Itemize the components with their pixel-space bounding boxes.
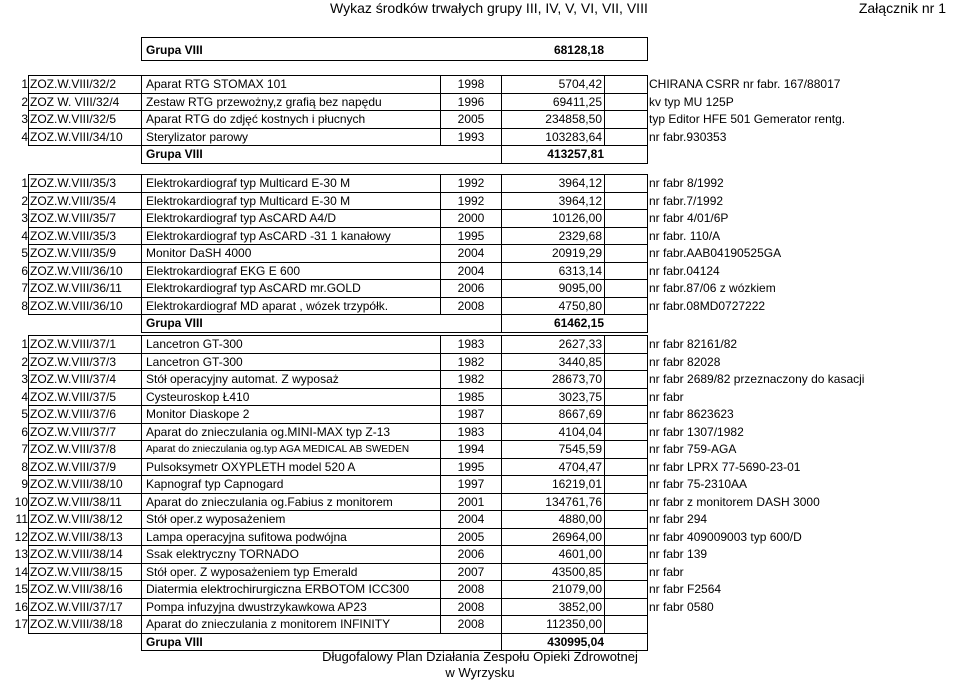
row-number: 11 xyxy=(15,512,28,526)
inventory-number: ZOZ.W.VIII/38/15 xyxy=(30,564,123,579)
row-number: 2 xyxy=(21,193,28,208)
inventory-number: ZOZ.W.VIII/37/8 xyxy=(30,442,117,456)
row-number: 1 xyxy=(21,337,28,351)
value: 43500,85 xyxy=(551,564,602,579)
table-row xyxy=(0,354,960,372)
year: 1987 xyxy=(457,407,485,421)
year: 2007 xyxy=(457,564,485,579)
asset-name: Aparat do znieczulania og.MINI-MAX typ Z-13 xyxy=(146,424,391,439)
table-row xyxy=(0,459,960,477)
year: 1982 xyxy=(457,354,485,369)
row-number: 4 xyxy=(21,389,28,404)
note: nr fabr xyxy=(649,389,684,404)
asset-name: Elektrokardiograf MD aparat , wózek trzypółk. xyxy=(146,298,389,313)
asset-name: Kapnograf typ Capnogard xyxy=(146,477,284,491)
row-number: 7 xyxy=(21,442,28,456)
note: nr fabr.04124 xyxy=(649,263,720,278)
grid-line xyxy=(28,75,648,76)
value: 8667,69 xyxy=(558,407,602,421)
asset-name: Lampa operacyjna sufitowa podwójna xyxy=(146,529,347,544)
note: kv typ MU 125P xyxy=(649,94,734,109)
table-row xyxy=(0,564,960,582)
year: 1982 xyxy=(457,372,485,386)
row-number: 4 xyxy=(21,228,28,243)
row-number: 6 xyxy=(21,424,28,439)
table-row xyxy=(0,263,960,281)
inventory-number: ZOZ.W.VIII/38/12 xyxy=(30,512,123,526)
year: 1992 xyxy=(457,176,485,190)
grid-line xyxy=(501,75,502,145)
inventory-number: ZOZ.W.VIII/37/5 xyxy=(30,389,117,404)
asset-name: Elektrokardiograf typ Multicard E-30 M xyxy=(146,176,351,190)
value: 4750,80 xyxy=(558,298,602,313)
inventory-number: ZOZ.W.VIII/36/11 xyxy=(30,281,122,295)
table-row xyxy=(0,406,960,424)
year: 1996 xyxy=(457,94,485,109)
table-row xyxy=(0,76,960,94)
value: 3023,75 xyxy=(558,389,602,404)
asset-name: Stół oper. Z wyposażeniem typ Emerald xyxy=(146,564,358,579)
table-row xyxy=(0,529,960,547)
value: 103283,64 xyxy=(545,129,602,144)
grid-line xyxy=(647,75,648,145)
document-title: Wykaz środków trwałych grupy III, IV, V, VI, VII, VIII xyxy=(330,0,648,16)
grid-line xyxy=(28,174,29,314)
inventory-number: ZOZ.W.VIII/36/10 xyxy=(30,263,123,278)
table-row xyxy=(0,476,960,494)
value: 4880,00 xyxy=(558,512,602,526)
inventory-number: ZOZ.W.VIII/35/3 xyxy=(30,228,117,243)
year: 1993 xyxy=(457,129,485,144)
year: 2004 xyxy=(457,246,485,260)
inventory-number: ZOZ.W.VIII/37/6 xyxy=(30,407,117,421)
row-number: 2 xyxy=(21,94,28,109)
group-total-row xyxy=(0,146,960,164)
value: 5704,42 xyxy=(558,77,602,91)
table-row xyxy=(0,336,960,354)
grid-line xyxy=(141,75,142,145)
grid-line xyxy=(141,163,648,164)
group-total-label: Grupa VIII xyxy=(146,147,203,161)
inventory-number: ZOZ.W.VIII/34/10 xyxy=(30,129,123,144)
inventory-number: ZOZ.W.VIII/38/11 xyxy=(30,494,122,509)
grid-line xyxy=(440,75,441,145)
asset-name: Cysteuroskop Ł410 xyxy=(146,389,250,404)
note: nr fabr 1307/1982 xyxy=(649,424,744,439)
asset-name: Aparat RTG do zdjęć kostnych i płucnych xyxy=(146,112,366,126)
value: 20919,29 xyxy=(551,246,602,260)
row-number: 15 xyxy=(14,582,28,596)
grid-line xyxy=(141,335,142,633)
year: 2005 xyxy=(457,112,485,126)
year: 1997 xyxy=(457,477,485,491)
group-total-value: 430995,04 xyxy=(547,634,604,649)
value: 10126,00 xyxy=(551,211,602,225)
row-number: 17 xyxy=(14,617,28,631)
group-total-label: Grupa VIII xyxy=(146,634,203,649)
asset-name: Aparat RTG STOMAX 101 xyxy=(146,77,287,91)
footer-line1: Długofalowy Plan Działania Zespołu Opieki Zdrowotnej xyxy=(322,649,638,664)
year: 2005 xyxy=(457,529,485,544)
note: nr fabr 294 xyxy=(649,512,708,526)
inventory-number: ZOZ W. VIII/32/4 xyxy=(30,94,120,109)
grid-line xyxy=(28,75,29,145)
inventory-number: ZOZ.W.VIII/38/13 xyxy=(30,529,123,544)
value: 3440,85 xyxy=(558,354,602,369)
row-number: 7 xyxy=(21,281,28,295)
table-row xyxy=(0,511,960,529)
grid-line xyxy=(501,335,502,633)
grid-line xyxy=(604,174,605,314)
row-number: 10 xyxy=(14,494,28,509)
asset-name: Aparat do znieczulania og.Fabius z monitorem xyxy=(146,494,393,509)
row-number: 12 xyxy=(14,529,28,544)
note: nr fabr 2689/82 przeznaczony do kasacji xyxy=(649,372,865,386)
inventory-number: ZOZ.W.VIII/38/10 xyxy=(30,477,123,491)
grid-line xyxy=(647,174,648,314)
inventory-number: ZOZ.W.VIII/36/10 xyxy=(30,298,123,313)
value: 9095,00 xyxy=(558,281,602,295)
value: 26964,00 xyxy=(551,529,602,544)
grid-line xyxy=(141,332,648,333)
asset-name: Pulsoksymetr OXYPLETH model 520 A xyxy=(146,459,356,474)
row-number: 1 xyxy=(21,176,28,190)
grid-line xyxy=(141,174,142,314)
value: 6313,14 xyxy=(558,263,602,278)
year: 2006 xyxy=(457,281,485,295)
table-row xyxy=(0,441,960,459)
asset-name: Elektrokardiograf EKG E 600 xyxy=(146,263,301,278)
year: 2000 xyxy=(457,211,485,225)
year: 2008 xyxy=(457,617,485,631)
asset-name: Elektrokardiograf typ AsCARD mr.GOLD xyxy=(146,281,361,295)
row-number: 4 xyxy=(21,129,28,144)
asset-name: Stół operacyjny automat. Z wyposaż xyxy=(146,372,339,386)
note: nr fabr 0580 xyxy=(649,599,714,614)
table-row xyxy=(0,424,960,442)
value: 4601,00 xyxy=(558,547,602,561)
footer-line2: w Wyrzysku xyxy=(445,665,515,680)
group-header-row xyxy=(0,42,960,60)
asset-name: Ssak elektryczny TORNADO xyxy=(146,547,299,561)
asset-name: Aparat do znieczulania og.typ AGA MEDICAL AB SWEDEN xyxy=(146,444,410,455)
note: nr fabr 75-2310AA xyxy=(649,477,748,491)
group-total-value: 413257,81 xyxy=(547,147,604,161)
row-number: 14 xyxy=(14,564,28,579)
asset-name: Lancetron GT-300 xyxy=(146,354,243,369)
inventory-number: ZOZ.W.VIII/37/9 xyxy=(30,459,117,474)
asset-name: Zestaw RTG przewożny,z grafią bez napędu xyxy=(146,94,382,109)
inventory-number: ZOZ.W.VIII/35/3 xyxy=(30,176,117,190)
value: 4104,04 xyxy=(558,424,602,439)
value: 3964,12 xyxy=(558,176,602,190)
asset-name: Monitor DaSH 4000 xyxy=(146,246,252,260)
note: nr fabr F2564 xyxy=(649,582,722,596)
inventory-number: ZOZ.W.VIII/37/17 xyxy=(30,599,123,614)
asset-name: Monitor Diaskope 2 xyxy=(146,407,250,421)
grid-line xyxy=(28,335,29,633)
grid-line xyxy=(440,335,441,633)
value: 134761,76 xyxy=(545,494,602,509)
row-number: 5 xyxy=(21,246,28,260)
value: 69411,25 xyxy=(552,94,602,109)
inventory-number: ZOZ.W.VIII/35/9 xyxy=(30,246,117,260)
value: 28673,70 xyxy=(551,372,602,386)
table-row xyxy=(0,280,960,298)
note: nr fabr 139 xyxy=(649,547,708,561)
note: typ Editor HFE 501 Gemerator rentg. xyxy=(649,112,846,126)
year: 2004 xyxy=(457,512,485,526)
inventory-number: ZOZ.W.VIII/38/14 xyxy=(30,547,123,561)
row-number: 3 xyxy=(21,112,28,126)
asset-name: Diatermia elektrochirurgiczna ERBOTOM ICC300 xyxy=(146,582,410,596)
note: CHIRANA CSRR nr fabr. 167/88017 xyxy=(649,77,841,91)
note: nr fabr 409009003 typ 600/D xyxy=(649,529,802,544)
row-number: 2 xyxy=(21,354,28,369)
row-number: 3 xyxy=(21,211,28,225)
year: 1992 xyxy=(457,193,485,208)
row-number: 6 xyxy=(21,263,28,278)
note: nr fabr.08MD0727222 xyxy=(649,298,766,313)
inventory-number: ZOZ.W.VIII/32/2 xyxy=(30,77,117,91)
note: nr fabr z monitorem DASH 3000 xyxy=(649,494,820,509)
table-row xyxy=(0,245,960,263)
table-row xyxy=(0,193,960,211)
row-number: 16 xyxy=(14,599,28,614)
note: nr fabr 82028 xyxy=(649,354,721,369)
grid-line xyxy=(647,146,648,164)
table-row xyxy=(0,546,960,564)
table-row xyxy=(0,228,960,246)
note: nr fabr 8/1992 xyxy=(649,176,724,190)
year: 1998 xyxy=(457,77,485,91)
year: 1994 xyxy=(457,442,485,456)
table-row xyxy=(0,175,960,193)
note: nr fabr 82161/82 xyxy=(649,337,738,351)
grid-line xyxy=(28,335,648,336)
inventory-number: ZOZ.W.VIII/37/7 xyxy=(30,424,117,439)
year: 2008 xyxy=(457,599,485,614)
row-number: 8 xyxy=(21,459,28,474)
value: 2627,33 xyxy=(558,337,602,351)
grid-line xyxy=(501,174,502,314)
table-row xyxy=(0,94,960,112)
row-number: 3 xyxy=(21,372,28,386)
grid-line xyxy=(28,174,648,175)
table-row xyxy=(0,298,960,316)
grid-line xyxy=(141,146,142,164)
note: nr fabr. 110/A xyxy=(649,228,721,243)
year: 1983 xyxy=(457,337,485,351)
group-total-label: Grupa VIII xyxy=(146,316,203,330)
asset-name: Pompa infuzyjna dwustrzykawkowa AP23 xyxy=(146,599,367,614)
note: nr fabr.87/06 z wózkiem xyxy=(649,281,776,295)
grid-line xyxy=(647,335,648,633)
year: 1985 xyxy=(457,389,485,404)
year: 2008 xyxy=(457,298,485,313)
table-row xyxy=(0,210,960,228)
annex-label: Załącznik nr 1 xyxy=(858,0,946,16)
inventory-number: ZOZ.W.VIII/37/4 xyxy=(30,372,117,386)
asset-name: Elektrokardiograf typ AsCARD A4/D xyxy=(146,211,337,225)
note: nr fabr 759-AGA xyxy=(649,442,737,456)
asset-name: Sterylizator parowy xyxy=(146,129,249,144)
inventory-number: ZOZ.W.VIII/35/7 xyxy=(30,211,117,225)
year: 2004 xyxy=(457,263,485,278)
asset-name: Elektrokardiograf typ AsCARD -31 1 kanałowy xyxy=(146,228,391,243)
year: 1983 xyxy=(457,424,485,439)
value: 16219,01 xyxy=(551,477,602,491)
note: nr fabr.AAB04190525GA xyxy=(649,246,782,260)
note: nr fabr 8623623 xyxy=(649,407,734,421)
row-number: 1 xyxy=(21,77,28,91)
asset-name: Aparat do znieczulania z monitorem INFINITY xyxy=(146,617,391,631)
year: 2001 xyxy=(457,494,485,509)
year: 2008 xyxy=(457,582,485,596)
table-row xyxy=(0,371,960,389)
inventory-number: ZOZ.W.VIII/38/16 xyxy=(30,582,123,596)
note: nr fabr LPRX 77-5690-23-01 xyxy=(649,459,801,474)
year: 1995 xyxy=(457,459,485,474)
asset-name: Stół oper.z wyposażeniem xyxy=(146,512,286,526)
table-row xyxy=(0,581,960,599)
year: 2006 xyxy=(457,547,485,561)
table-row xyxy=(0,389,960,407)
grid-line xyxy=(501,146,502,164)
group-total-row xyxy=(0,315,960,333)
value: 7545,59 xyxy=(558,442,602,456)
note: nr fabr xyxy=(649,564,684,579)
group-top-total: 68128,18 xyxy=(553,43,604,57)
value: 21079,00 xyxy=(551,582,602,596)
note: nr fabr.930353 xyxy=(649,129,727,144)
inventory-number: ZOZ.W.VIII/38/18 xyxy=(30,617,123,631)
grid-line xyxy=(141,315,142,333)
table-row xyxy=(0,111,960,129)
grid-line xyxy=(604,75,605,145)
asset-name: Lancetron GT-300 xyxy=(146,337,243,351)
value: 3964,12 xyxy=(558,193,602,208)
grid-line xyxy=(647,315,648,333)
row-number: 5 xyxy=(21,407,28,421)
grid-line xyxy=(440,174,441,314)
value: 112350,00 xyxy=(546,617,602,631)
group-total-value: 61462,15 xyxy=(553,316,604,330)
table-row xyxy=(0,129,960,147)
inventory-number: ZOZ.W.VIII/37/1 xyxy=(30,337,117,351)
grid-line xyxy=(604,335,605,633)
row-number: 8 xyxy=(21,298,28,313)
note: nr fabr 4/01/6P xyxy=(649,211,729,225)
value: 234858,50 xyxy=(545,112,602,126)
row-number: 9 xyxy=(21,477,28,491)
inventory-number: ZOZ.W.VIII/37/3 xyxy=(30,354,117,369)
inventory-number: ZOZ.W.VIII/32/5 xyxy=(30,112,117,126)
grid-line xyxy=(501,315,502,333)
table-row xyxy=(0,599,960,617)
value: 2329,68 xyxy=(558,228,602,243)
table-row xyxy=(0,616,960,634)
table-row xyxy=(0,494,960,512)
inventory-number: ZOZ.W.VIII/35/4 xyxy=(30,193,117,208)
value: 4704,47 xyxy=(558,459,602,474)
note: nr fabr.7/1992 xyxy=(649,193,724,208)
value: 3852,00 xyxy=(558,599,602,614)
year: 1995 xyxy=(457,228,485,243)
asset-name: Elektrokardiograf typ Multicard E-30 M xyxy=(146,193,351,208)
group-label: Grupa VIII xyxy=(146,43,203,57)
row-number: 13 xyxy=(14,547,28,561)
